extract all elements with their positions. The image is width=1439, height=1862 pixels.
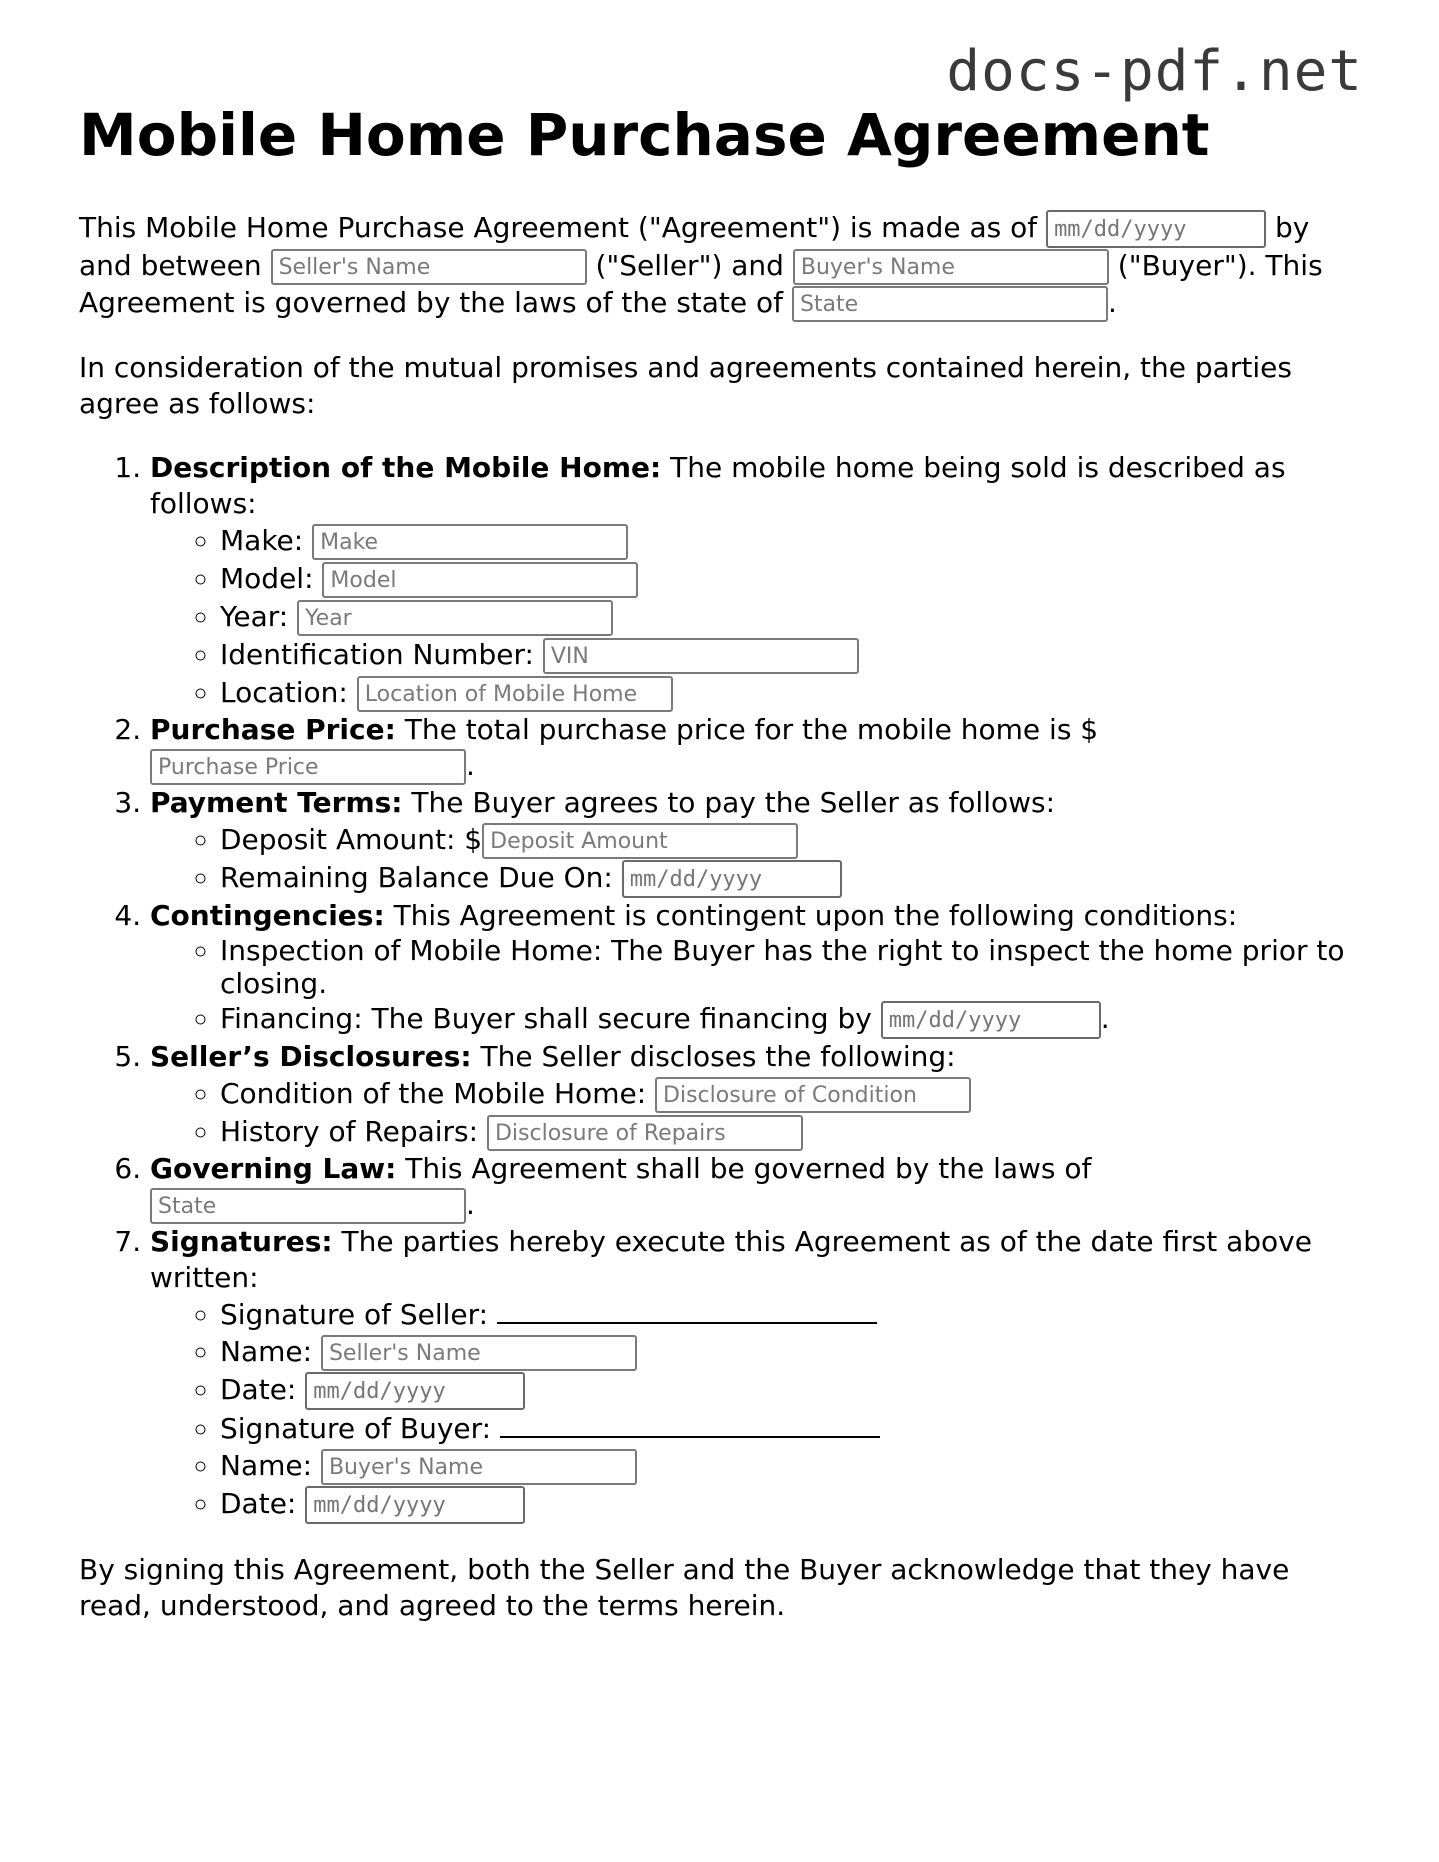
law-end: . [466,1188,475,1221]
list-item [220,560,1369,598]
repairs-field[interactable] [487,1115,803,1151]
section-signatures [150,1224,1369,1524]
section-text: The total purchase price for the mobile home is $ [404,713,1099,746]
section-contingencies [150,898,1369,1039]
model-label: Model: [220,562,314,595]
vin-label: Identification Number: [220,638,534,671]
closing-paragraph: By signing this Agreement, both the Seller and the Buyer acknowledge that they have read, understood, and agreed to the terms herein. [79,1553,1290,1622]
intro-text-2: by and between [79,211,1310,282]
section-text: The mobile home being sold is described as follows: [150,451,1286,520]
purchase-price-field[interactable] [150,749,466,785]
make-field[interactable] [312,524,628,560]
balance-label: Remaining Balance Due On: [220,861,613,894]
list-item [220,598,1369,636]
buyer-signature-label: Signature of Buyer: [220,1412,492,1445]
list-item [220,1075,1369,1113]
watermark: docs-pdf.net [946,39,1363,104]
list-item [220,674,1369,712]
intro-text-1: This Mobile Home Purchase Agreement ("Agreement") is made as of [79,211,1038,244]
disclosures-list [150,1075,1369,1151]
terms-list [79,450,1369,1524]
description-list [150,522,1369,712]
condition-label: Condition of the Mobile Home: [220,1077,647,1110]
seller-signature-label: Signature of Seller: [220,1298,489,1331]
buyer-signature-date-field[interactable] [305,1486,525,1524]
list-item [220,1296,1369,1333]
year-field[interactable] [297,600,613,636]
financing-date-field[interactable] [881,1001,1101,1039]
agreement-date-field[interactable] [1046,210,1266,248]
consideration-paragraph: In consideration of the mutual promises and agreements contained herein, the parties agree as follows: [79,351,1292,420]
repairs-label: History of Repairs: [220,1115,479,1148]
section-heading: Purchase Price: [150,713,396,746]
page-title: Mobile Home Purchase Agreement [79,101,1210,169]
deposit-amount-field[interactable] [482,823,798,859]
governing-state-field[interactable] [150,1188,466,1224]
seller-name-field[interactable] [271,249,587,285]
list-item [220,859,1369,898]
state-field[interactable] [792,286,1108,322]
section-heading: Description of the Mobile Home: [150,451,662,484]
list-item [220,522,1369,560]
intro-text-3: ("Seller") and [595,249,784,282]
location-field[interactable] [357,676,673,712]
list-item [220,821,1369,859]
model-field[interactable] [322,562,638,598]
section-text: This Agreement shall be governed by the laws of [405,1152,1092,1185]
section-text: The parties hereby execute this Agreement as of the date first above written: [150,1225,1312,1294]
deposit-label: Deposit Amount: $ [220,823,483,856]
seller-signature-date-field[interactable] [305,1372,525,1410]
list-item [220,1113,1369,1151]
list-item [220,934,1369,1000]
balance-date-field[interactable] [622,860,842,898]
buyer-signature-name-field[interactable] [321,1449,637,1485]
section-heading: Governing Law: [150,1152,397,1185]
section-text: This Agreement is contingent upon the following conditions: [393,899,1238,932]
buyer-date-label: Date: [220,1487,297,1520]
seller-name-label: Name: [220,1335,313,1368]
list-item [220,1371,1369,1410]
buyer-name-field[interactable] [793,249,1109,285]
financing-end: . [1100,1002,1110,1035]
list-item [220,1333,1369,1371]
price-end: . [466,749,475,782]
seller-signature-line[interactable] [497,1296,877,1324]
section-description [150,450,1369,712]
buyer-signature-line[interactable] [500,1410,880,1438]
section-heading: Seller’s Disclosures: [150,1040,472,1073]
list-item [220,1447,1369,1485]
section-disclosures [150,1039,1369,1151]
section-text: The Buyer agrees to pay the Seller as follows: [411,786,1056,819]
contingencies-list [150,934,1369,1039]
intro-paragraph [79,210,1369,322]
list-item [220,1485,1369,1524]
seller-signature-name-field[interactable] [321,1335,637,1371]
buyer-name-label: Name: [220,1449,313,1482]
section-text: The Seller discloses the following: [480,1040,956,1073]
inspection-text: Inspection of Mobile Home: The Buyer has the right to inspect the home prior to closing. [220,934,1345,1000]
list-item [220,636,1369,674]
payment-list [150,821,1369,898]
condition-field[interactable] [655,1077,971,1113]
intro-text-5: . [1107,286,1117,319]
year-label: Year: [220,600,289,633]
section-heading: Contingencies: [150,899,385,932]
signatures-list [150,1296,1369,1524]
list-item [220,1410,1369,1447]
financing-label: Financing: The Buyer shall secure financing by [220,1002,872,1035]
section-price [150,712,1369,785]
seller-date-label: Date: [220,1373,297,1406]
section-governing-law [150,1151,1369,1224]
location-label: Location: [220,676,348,709]
intro-text-4: ("Buyer"). This Agreement is governed by the laws of the state of [79,249,1323,319]
vin-field[interactable] [543,638,859,674]
make-label: Make: [220,524,304,557]
document [79,100,1369,1652]
section-heading: Signatures: [150,1225,333,1258]
section-payment [150,785,1369,898]
section-heading: Payment Terms: [150,786,403,819]
list-item [220,1000,1369,1039]
